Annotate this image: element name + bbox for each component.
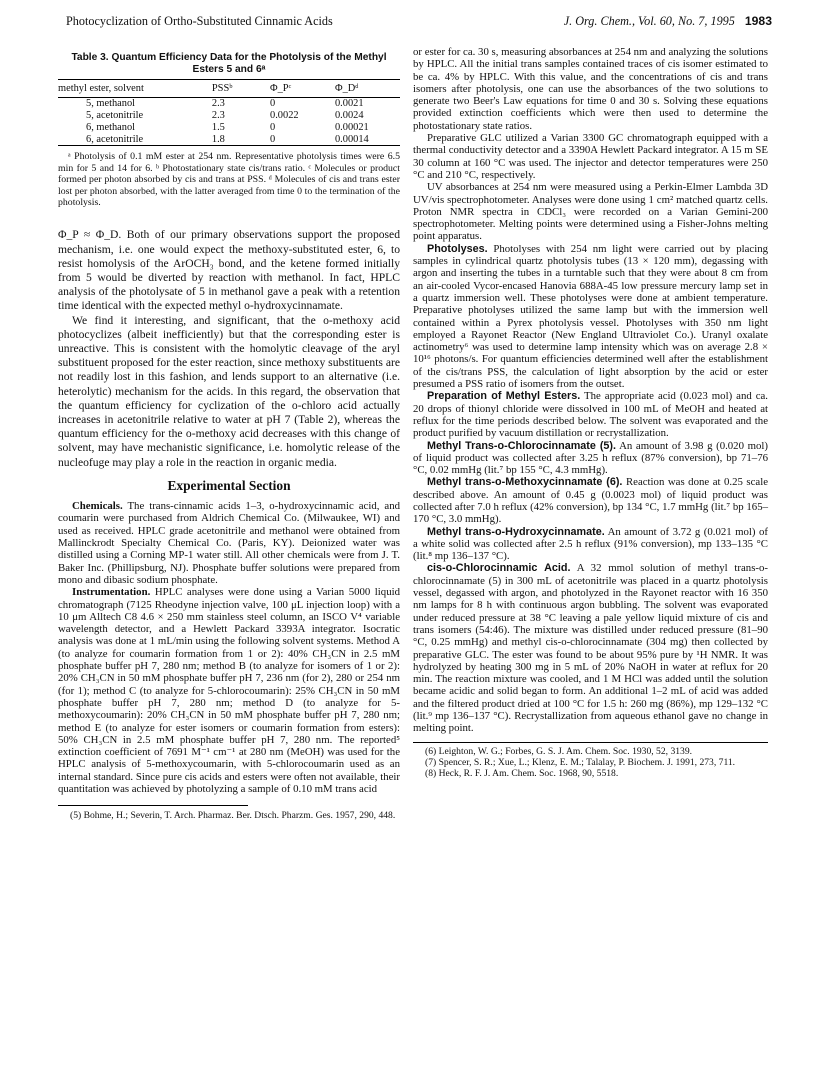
left-column <box>58 46 400 822</box>
run-in-heading: Photolyses. <box>427 242 488 255</box>
journal-citation <box>564 14 772 29</box>
table-row <box>58 110 400 122</box>
right-column <box>413 46 768 779</box>
paragraph: Preparative GLC utilized a Varian 3300 GC chromatograph equipped with a thermal conductivity detector and a 3390A Hewlett Packard integrator. A 15 m SE 30 column at 160 °C was used. The injector and detector temperatures were 250 °C and 210 °C, respectively. <box>413 132 768 181</box>
paragraph-preparation <box>413 390 768 439</box>
table-cell: 6, acetonitrile <box>86 133 144 145</box>
table-row <box>58 134 400 146</box>
table-cell: 0 <box>270 121 276 133</box>
run-in-heading: Methyl Trans-o-Chlorocinnamate (5). <box>427 439 617 452</box>
paragraph: UV absorbances at 254 nm were measured using a Perkin-Elmer Lambda 3D UV/vis spectrophotometer. Analyses were done using 1 cm² matched quartz cells. Proton NMR spectra in CDCl₃ were recorded on a Varian Gemini-200 spectrophotometer. Melting points were determined using a Fisher-Johns melting point apparatus. <box>413 181 768 243</box>
paragraph-text: HPLC analyses were done using a Varian 5000 liquid chromatograph (7125 Rheodyne injection valve, 100 μL injection loop) with a 10 μm Alltech C8 4.6 × 250 mm stainless steel column, an ISCO V⁴ variable wavelength detector, and a Hewlett Packard 3393A integrator. Isocratic analysis was done at 1 mL/min using the following solvent systems. Method A (to analyze for coumarin formation from 1 or 2): 40% CH₃CN in 2.5 mM phosphate buffer pH 7, 280 nm; method B (to analyze for isomers of 1 or 2): 20% CH₃CN in 50 mM phosphate buffer pH 7, 236 nm (for 2), 280 or 254 nm (for 1); method C (to analyze for 5-chlorocoumarin): 25% CH₃CN in 50 mM phosphate buffer pH 7, 280 nm; method D (to analyze for 5-methoxycoumarin): 20% CH₃CN in 50 mM phosphate buffer pH 7, 280 nm; method E (to analyze for ester isomers or coumarin formation from esters): 50% CH₃CN in 2.5 mM phosphate buffer pH 7, 280 nm. The reported⁵ extinction coefficient of 7691 M⁻¹ cm⁻¹ at 280 nm (MeOH) was used for the HPLC analysis of 5-methoxycoumarin, with 5-chlorocoumarin used as an internal standard. Since pure cis acids and esters were often not available, their quantitation was achieved by photolyzing a sample of 0.10 mM trans acid <box>58 586 400 795</box>
table-row <box>58 98 400 110</box>
paragraph-text: The trans-cinnamic acids 1–3, o-hydroxycinnamic acid, and coumarin were purchased from Aldrich Chemical Co. (Milwaukee, WI) and used as received. HPLC grade acetonitrile and methanol were obtained from Mallinckrodt Specialty Chemical Co. (Paris, KY). Deionized water was distilled using a Corning MP-1 water still. All other chemicals were from J. T. Baker Inc. (Phillipsburg, NJ). Phosphate buffer solutions were prepared from mono and dibasic sodium phosphate. <box>58 500 400 586</box>
run-in-heading: Instrumentation. <box>72 586 151 599</box>
paragraph-compound-5 <box>413 440 768 477</box>
paragraph-text: The appropriate acid (0.023 mol) and ca. 20 drops of thionyl chloride were dissolved in 100 mL of MeOH and heated at reflux for the time periods described below. The solvent was evaporated and the product purified by vacuum distillation or recrystallization. <box>413 390 769 440</box>
page-number: 1983 <box>744 14 772 28</box>
paragraph-photolyses <box>413 243 768 391</box>
paragraph-cis-acid <box>413 562 768 734</box>
table-header-row <box>58 80 400 98</box>
table-cell: 2.3 <box>211 98 225 110</box>
column-header: Φ_Dᵈ <box>334 83 359 95</box>
column-header: PSSᵇ <box>211 83 233 95</box>
reference: (6) Leighton, W. G.; Forbes, G. S. J. Am. Chem. Soc. 1930, 52, 3139. <box>425 745 693 757</box>
paragraph-text: Reaction was done at 0.25 scale described above. An amount of 0.45 g (0.0023 mol) of liquid product was collected after 7.0 h reflux (42% conversion), bp 134 °C, 1.7 mmHg (lit.⁷ bp 165–170 °C, 3.0 mmHg). <box>413 476 769 526</box>
reference: (7) Spencer, S. R.; Xue, L.; Klenz, E. M.; Talalay, P. Biochem. J. 1991, 273, 711. <box>425 756 736 768</box>
table-cell: 0.00021 <box>334 121 369 133</box>
run-in-heading: cis-o-Chlorocinnamic Acid. <box>427 562 571 575</box>
quantum-efficiency-table <box>58 79 400 146</box>
paragraph-text: Photolyses with 254 nm light were carried out by placing samples in cylindrical quartz photolysis tubes (13 × 120 mm), degassing with argon and inserting the tubes in a turntable such that they were about 8 cm from an air-cooled Vycor-encased Hanovia 688A-45 low pressure mercury lamp set in a quartz immersion well. These photolyses were done at ambient temperature. Preparative photolyses utilized the same lamp but with the immersion well contained within a Pyrex photolysis vessel. Photolyses with 350 nm light employed a Rayonet Reactor (New England Ultraviolet Co.). Uranyl oxalate actinometry⁶ was used to determine lamp intensity which was on average 2.8 × 10¹⁶ photons/s. For quantum efficiencies determined well after the establishment of the cis/trans PSS, the calculation of light absorption by the acid or ester presumed a PSS ratio of isomers from the outset. <box>413 242 768 391</box>
reference: (8) Heck, R. F. J. Am. Chem. Soc. 1968, 90, 5518. <box>425 768 619 780</box>
section-heading: Experimental Section <box>167 477 291 493</box>
table-cell: 1.5 <box>211 121 225 133</box>
paragraph: or ester for ca. 30 s, measuring absorbances at 254 nm and analyzing the solutions by HPLC. All the initial trans samples contained traces of cis isomer estimated to be ca. 4% by HPLC. With this value, and the concentrations of cis and trans isomers after photolysis, one can use the absorbances of the two solutions to generate two Beer's Law equations for time 0 and 30 s. Solving these equations provided extinction coefficients which were then used to determine the photostationary state ratios. <box>413 46 769 132</box>
column-header: Φ_Pᶜ <box>270 83 292 95</box>
run-in-heading: Chemicals. <box>72 500 123 513</box>
run-in-heading: Methyl trans-o-Methoxycinnamate (6). <box>427 476 623 489</box>
table-row <box>58 122 400 134</box>
running-header <box>66 14 772 30</box>
table-cell: 6, methanol <box>86 121 136 133</box>
run-in-heading: Preparation of Methyl Esters. <box>427 390 581 403</box>
table-cell: 1.8 <box>211 133 225 145</box>
paragraph-hydroxy <box>413 526 768 563</box>
column-header: methyl ester, solvent <box>58 83 144 95</box>
table-cell: 5, methanol <box>86 98 136 110</box>
table-cell: 0.0022 <box>270 110 299 121</box>
table-caption: Table 3. Quantum Efficiency Data for the Photolysis of the Methyl Esters 5 and 6ᵃ <box>71 52 387 76</box>
table-footnote: ᵃ Photolysis of 0.1 mM ester at 254 nm. Representative photolysis times were 6.5 min for 5 and 14 for 6. ᵇ Photostationary state cis/trans ratio. ᶜ Molecules or product formed per photon absorbed by cis and trans at PSS. ᵈ Molecules of cis and trans ester lost per photon absorbed, with the latter averaged from time 0 to the termination of the photolysis. <box>58 151 400 209</box>
running-title: Photocyclization of Ortho-Substituted Cinnamic Acids <box>66 14 333 28</box>
paragraph: Φ_P ≈ Φ_D. Both of our primary observations support the proposed mechanism, i.e. one would expect the methoxy-substituted ester, 6, to resist homolysis of the ArOCH₃ bond, and the ketene formed initially from 5 would be diverted by reaction with methanol. In fact, HPLC analysis of the photolysate of 5 in methanol gave a peak with a retention time identical with the expected methyl o-hydroxycinnamate. <box>58 228 400 313</box>
table-cell: 2.3 <box>211 110 225 121</box>
table-cell: 0.00014 <box>334 133 369 145</box>
table-cell: 5, acetonitrile <box>86 110 144 121</box>
paragraph-text: An amount of 3.72 g (0.021 mol) of a white solid was collected after 2.5 h reflux (91% conversion), mp 133–135 °C (lit.⁸ mp 136–137 °C). <box>413 525 768 563</box>
paragraph-instrumentation <box>58 586 400 795</box>
reference: (5) Bohme, H.; Severin, T. Arch. Pharmaz. Ber. Dtsch. Pharzm. Ges. 1957, 290, 448. <box>70 810 396 822</box>
paragraph-chemicals <box>58 500 400 586</box>
table-cell: 0 <box>270 133 276 145</box>
table-cell: 0 <box>270 98 276 110</box>
paragraph-compound-6 <box>413 476 768 525</box>
journal-name: J. Org. Chem., Vol. 60, No. 7, 1995 <box>563 14 735 28</box>
run-in-heading: Methyl trans-o-Hydroxycinnamate. <box>427 525 605 538</box>
paragraph-text: An amount of 3.98 g (0.020 mol) of liquid product was collected after 3.25 h reflux (87% conversion), bp 71–76 °C, 0.02 mmHg (lit.⁷ bp 155 °C, 4.3 mmHg). <box>413 439 769 477</box>
paragraph-text: A 32 mmol solution of methyl trans-o-chlorocinnamate (5) in 300 mL of acetonitrile was placed in a quartz photolysis vessel, degassed with argon, and photolyzed in the Rayonet reactor with 16 350 nm lamps for 8 h with continuous argon bubbling. The solvent was evaporated under reduced pressure at 38 °C leaving a pale yellow liquid mixture of cis and trans isomers (54:46). The mixture was distilled under reduced pressure (81–90 °C, 0.25 mmHg) and methyl cis-o-chlorocinnamate (304 mg) then collected by preparative GLC. The ester was found to be about 95% pure by ¹H NMR. It was hydrolyzed by heating 300 mg in 5 mL of 20% NaOH in water at reflux for 20 min. The reaction mixture was cooled, and 1 M HCl was added until the solution became acidic and solid began to form. An additional 1–2 mL of acid was added and the filtered product dried at 100 °C for 1.5 h: 260 mg (86%), mp 129–132 °C (lit.⁹ mp 136–137 °C). Recrystallization from aqueous ethanol gave no change in melting point. <box>413 562 768 735</box>
table-cell: 0.0024 <box>334 110 364 121</box>
paragraph: We find it interesting, and significant, that the o-methoxy acid photocyclizes (albeit inefficiently) but that the corresponding ester is unreactive. This is consistent with the homolytic cleavage of the aryl substituent proposed for the ester reaction, since methoxy substituents are not readily lost in this fashion, and lends support to an alternative (i.e. heterolytic) mechanism for the acids. In this regard, the observation that the quantum efficiency for cyclization of the o-chloro acid actually increases in acetonitrile relative to water at pH 7 (Table 2), whereas the quantum efficiency for the o-methoxy acid decreases with this change of solvent, may have mechanistic significance, i.e. homolytic release of the nucleofuge may play a role in the reaction in organic media. <box>58 313 400 469</box>
table-cell: 0.0021 <box>334 98 364 110</box>
